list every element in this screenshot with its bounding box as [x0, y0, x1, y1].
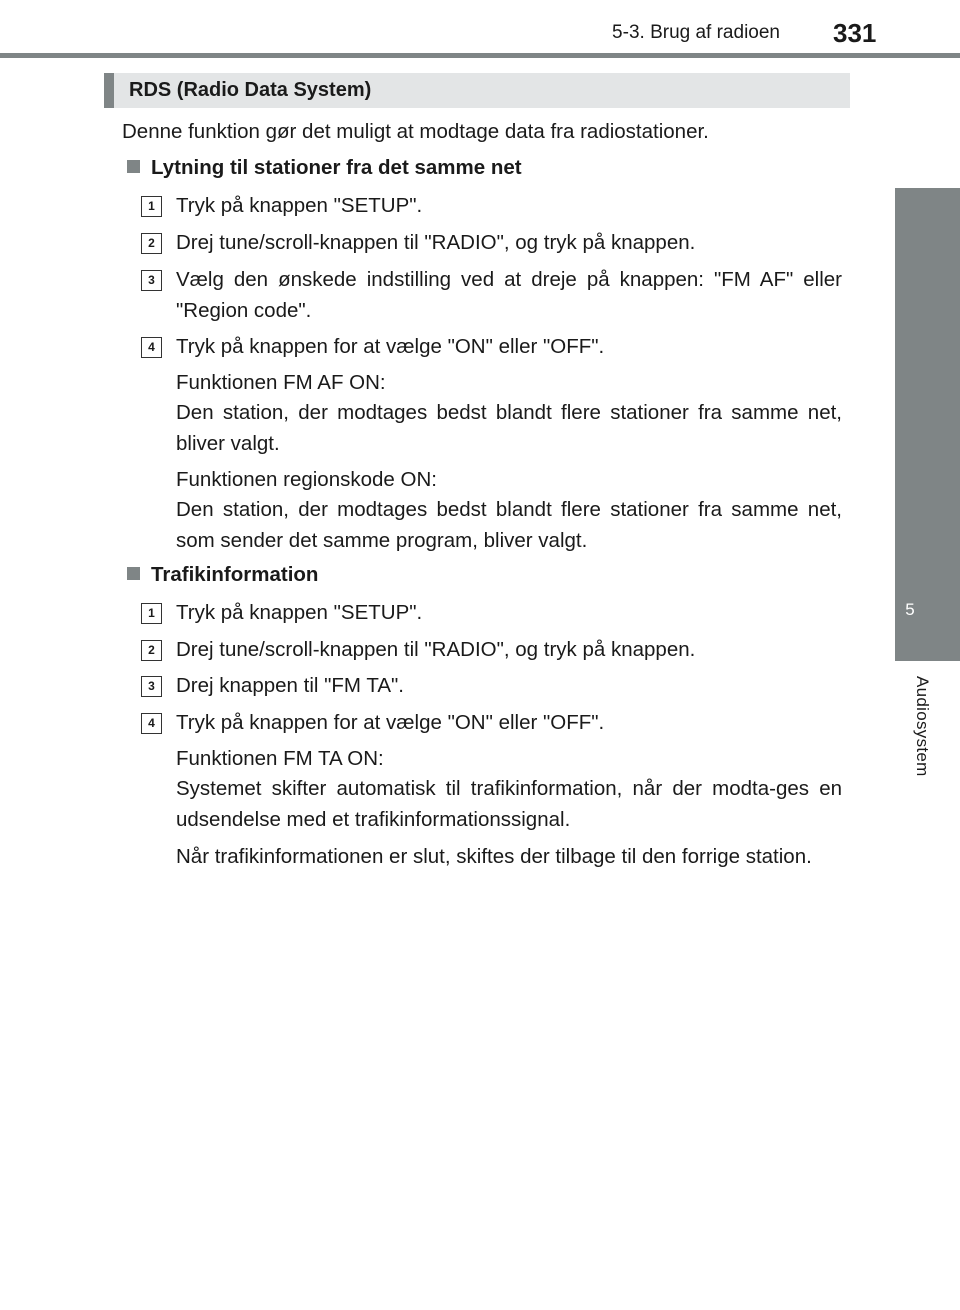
note-title: Funktionen FM TA ON:: [176, 747, 384, 770]
chapter-tab: [895, 188, 960, 661]
step-number-badge: 2: [141, 233, 162, 254]
step-number-badge: 1: [141, 603, 162, 624]
page-number: 331: [833, 18, 877, 48]
step-text: Drej tune/scroll-knappen til "RADIO", og tryk på knappen.: [176, 638, 696, 661]
header-divider: [0, 53, 960, 58]
note-text: Den station, der modtages bedst blandt flere stationer fra samme net, bliver valgt.: [176, 401, 842, 455]
note-title: Funktionen FM AF ON:: [176, 371, 386, 394]
chapter-label: Audiosystem: [913, 676, 932, 777]
step-text: Drej knappen til "FM TA".: [176, 674, 404, 697]
step-text: Tryk på knappen for at vælge "ON" eller "OFF".: [176, 335, 605, 358]
chapter-number: 5: [905, 600, 915, 619]
square-bullet-icon: [127, 160, 140, 173]
section-breadcrumb: 5-3. Brug af radioen: [612, 22, 780, 43]
square-bullet-icon: [127, 567, 140, 580]
step-text: Tryk på knappen "SETUP".: [176, 601, 423, 624]
step-number-badge: 2: [141, 640, 162, 661]
section-intro: Denne funktion gør det muligt at modtage data fra radiostationer.: [122, 120, 709, 143]
step-number-badge: 1: [141, 196, 162, 217]
step-text: Tryk på knappen "SETUP".: [176, 194, 423, 217]
step-text: Tryk på knappen for at vælge "ON" eller "OFF".: [176, 711, 605, 734]
step-number-badge: 3: [141, 270, 162, 291]
note-text: Den station, der modtages bedst blandt flere stationer fra samme net, som sender det samme program, bliver valgt.: [176, 498, 842, 552]
section-title: RDS (Radio Data System): [129, 79, 372, 101]
note-text: Når trafikinformationen er slut, skiftes der tilbage til den forrige station.: [176, 845, 812, 868]
subsection-heading: [127, 563, 318, 587]
note-title: Funktionen regionskode ON:: [176, 468, 437, 491]
step-number-badge: 4: [141, 337, 162, 358]
step-number-badge: 4: [141, 713, 162, 734]
step-text: Vælg den ønskede indstilling ved at dreje på knappen: "FM AF" eller "Region code".: [176, 268, 842, 322]
section-heading: [104, 73, 850, 108]
subsection-title: Trafikinformation: [151, 563, 319, 586]
note-text: Systemet skifter automatisk til trafikinformation, når der modta-ges en udsendelse med et trafikinformationssignal.: [176, 777, 842, 831]
step-number-badge: 3: [141, 676, 162, 697]
step-text: Drej tune/scroll-knappen til "RADIO", og tryk på knappen.: [176, 231, 696, 254]
subsection-heading: [127, 156, 522, 180]
subsection-title: Lytning til stationer fra det samme net: [151, 156, 522, 179]
